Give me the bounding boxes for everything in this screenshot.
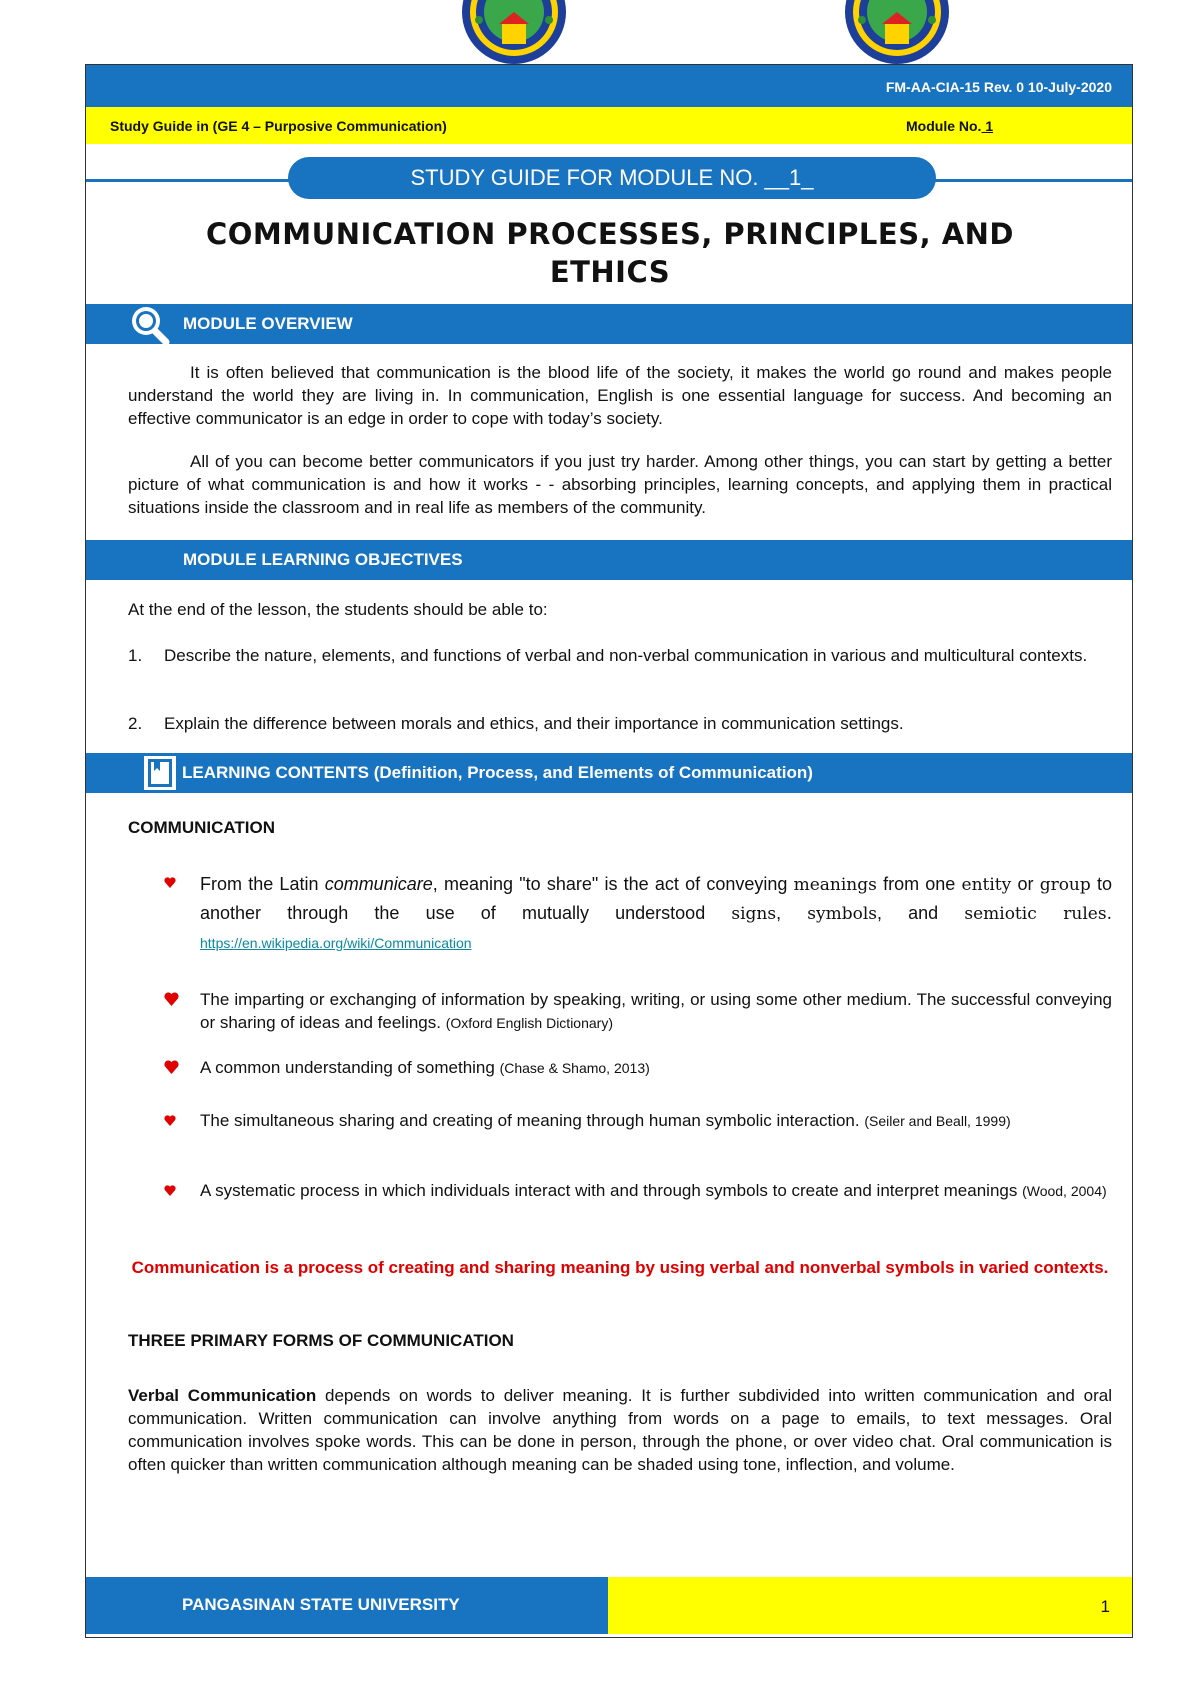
- verbal-communication-paragraph: [128, 1384, 1112, 1476]
- overview-paragraph: It is often believed that communication is the blood life of the society, it makes the world go round and makes people understand the world they are living in. In communication, English is one essential language for success. And becoming an effective communicator is an edge in order to cope with today’s society.: [128, 363, 1112, 428]
- heart-bullet-icon: [164, 1060, 179, 1074]
- objective-number: 2.: [128, 714, 143, 733]
- overview-text: [128, 361, 1112, 539]
- magnifier-icon: [126, 304, 172, 344]
- definition-part: From the Latin: [200, 874, 325, 894]
- definition-term: symbols: [807, 904, 877, 924]
- module-number: [906, 118, 993, 134]
- definition-part: to another through the use of mutually understood: [200, 874, 1112, 923]
- definition-body: A common understanding of something: [200, 1058, 500, 1077]
- latin-term: communicare: [324, 874, 433, 894]
- definition-body: A systematic process in which individuals interact with and through symbols to create and interpret meanings: [200, 1181, 1023, 1200]
- overview-paragraph: All of you can become better communicators if you just try harder. Among other things, you can start by getting a better picture of what communication is and how it works - - absorbing principles, learning concepts, and applying them in practical situations inside the classroom and in real life as members of the community.: [128, 452, 1112, 517]
- definition-part: , meaning "to share" is the act of conveying: [432, 874, 794, 894]
- communication-subheading: COMMUNICATION: [128, 818, 275, 837]
- header-bar: [86, 65, 1132, 107]
- page-number: 1: [1100, 1597, 1110, 1616]
- definition-body: The simultaneous sharing and creating of meaning through human symbolic interaction.: [200, 1111, 865, 1130]
- definition-text: [200, 1179, 1112, 1203]
- page-title: [150, 215, 1070, 291]
- university-seal-right: [842, 0, 952, 66]
- definition-term: signs: [731, 904, 777, 924]
- title-rule-left: [86, 179, 290, 182]
- study-guide-title: STUDY GUIDE FOR MODULE NO. __1_: [288, 157, 936, 199]
- contents-heading: LEARNING CONTENTS (Definition, Process, and Elements of Communication): [182, 763, 813, 782]
- objectives-header: [86, 540, 1132, 580]
- objective-text: Explain the difference between morals and ethics, and their importance in communication settings.: [164, 714, 904, 733]
- objectives-heading: MODULE LEARNING OBJECTIVES: [183, 550, 463, 569]
- definition-term: entity: [961, 875, 1012, 895]
- title-rule-right: [934, 179, 1132, 182]
- definition-part: from one: [876, 874, 962, 894]
- objective-item: [128, 712, 1110, 735]
- overview-header: [86, 304, 1132, 344]
- verbal-term: Verbal Communication: [128, 1386, 317, 1405]
- heart-bullet-icon: [164, 877, 176, 888]
- definition-source: (Seiler and Beall, 1999): [864, 1113, 1011, 1129]
- objective-number: 1.: [128, 646, 143, 665]
- definition-part: or: [1011, 874, 1040, 894]
- definition-text: [200, 870, 1112, 957]
- heart-bullet-icon: [164, 1185, 176, 1196]
- definition-text: [200, 1109, 1112, 1133]
- contents-header: [86, 753, 1132, 793]
- definition-part: rules.: [1036, 904, 1112, 924]
- definition-source: (Wood, 2004): [1022, 1183, 1107, 1199]
- module-value: 1: [981, 118, 994, 134]
- definition-source: (Oxford English Dictionary): [445, 1015, 613, 1031]
- page-title-line1: COMMUNICATION PROCESSES, PRINCIPLES, AND: [206, 217, 1014, 251]
- subject-title: Study Guide in (GE 4 – Purposive Communication): [110, 118, 447, 134]
- definition-source: (Chase & Shamo, 2013): [499, 1060, 650, 1076]
- page-title-line2: ETHICS: [549, 255, 671, 289]
- module-label: Module No.: [906, 118, 982, 134]
- objective-item: [128, 644, 1110, 667]
- definition-text: [200, 1056, 1112, 1080]
- definition-text: [200, 988, 1112, 1035]
- footer-page: [608, 1577, 1132, 1634]
- heart-bullet-icon: [164, 992, 179, 1006]
- university-name: PANGASINAN STATE UNIVERSITY: [182, 1595, 460, 1614]
- footer-university: [86, 1577, 608, 1634]
- objectives-list: [128, 598, 1112, 733]
- definition-body: The imparting or exchanging of information by speaking, writing, or using some other medium. The successful conveying or sharing of ideas and feelings.: [200, 990, 1112, 1032]
- definition-term: group: [1039, 875, 1091, 895]
- communication-definition: Communication is a process of creating and sharing meaning by using verbal and nonverbal symbols in varied contexts.: [131, 1258, 1109, 1277]
- objectives-intro: At the end of the lesson, the students should be able to:: [128, 600, 548, 619]
- definition-term: meanings: [793, 875, 877, 895]
- form-code: FM-AA-CIA-15 Rev. 0 10-July-2020: [885, 79, 1112, 95]
- subject-bar: [86, 107, 1132, 144]
- definition-part: ,: [776, 903, 808, 923]
- definition-term: semiotic: [964, 904, 1037, 924]
- objective-text: Describe the nature, elements, and functions of verbal and non-verbal communication in various and multicultural contexts.: [164, 646, 1088, 665]
- forms-heading: THREE PRIMARY FORMS OF COMMUNICATION: [128, 1331, 514, 1350]
- university-seal-left: [459, 0, 569, 66]
- overview-heading: MODULE OVERVIEW: [183, 314, 353, 333]
- definition-part: , and: [877, 903, 965, 923]
- wikipedia-link[interactable]: https://en.wikipedia.org/wiki/Communication: [200, 935, 472, 951]
- heart-bullet-icon: [164, 1115, 176, 1126]
- verbal-text: depends on words to deliver meaning. It is further subdivided into written communication and oral communication. Written communication can involve anything from words on a page to emails, to text messages. Oral communication involves spoke words. This can be done in person, through the phone, or over video chat. Oral communication is often quicker than written communication although meaning can be shaded using tone, inflection, and volume.: [128, 1386, 1112, 1474]
